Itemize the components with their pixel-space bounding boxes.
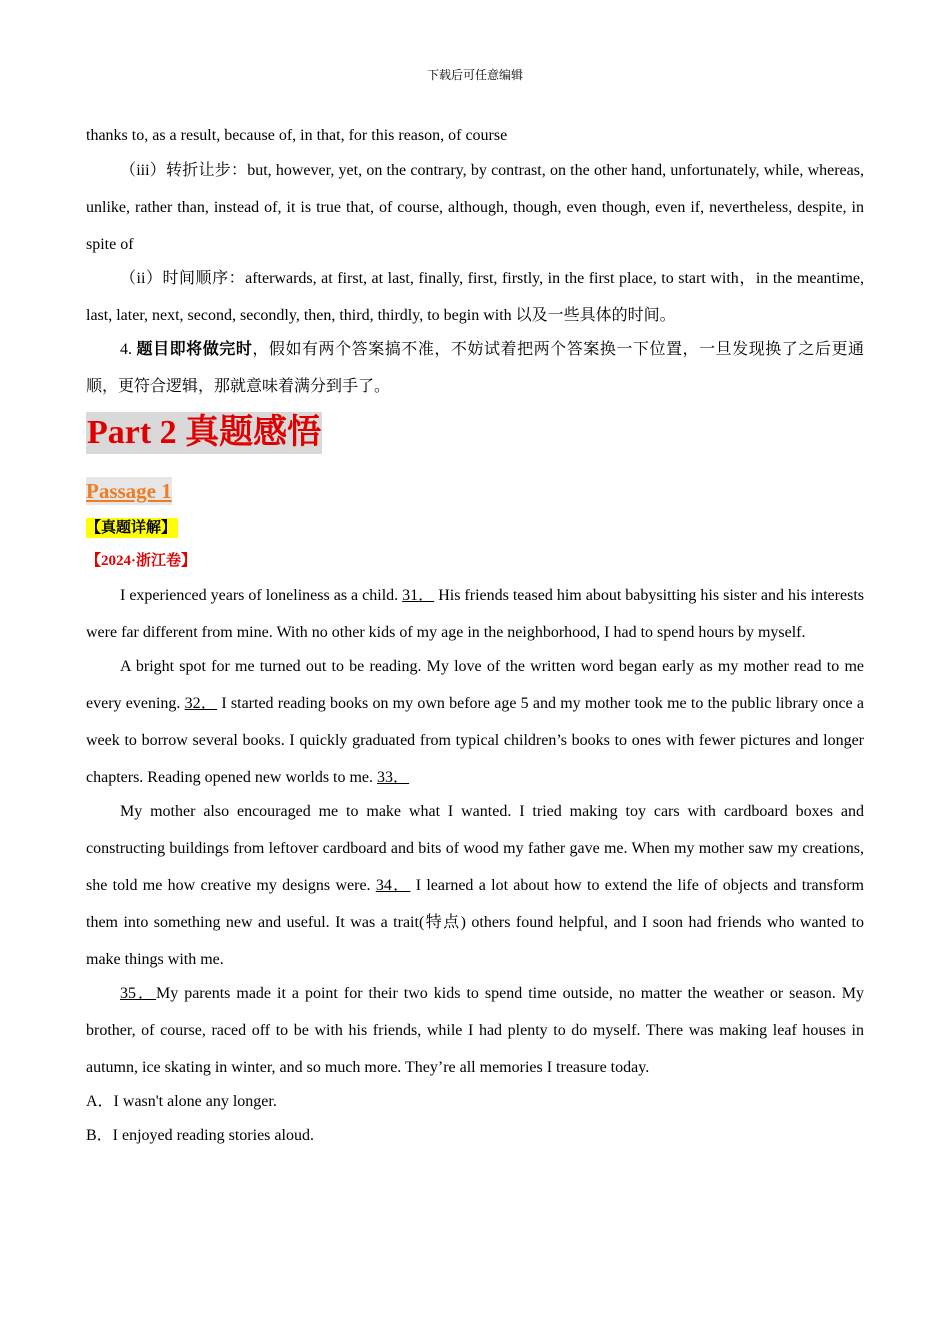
blank-31: 31． — [402, 587, 435, 604]
option-a: A．I wasn't alone any longer. — [86, 1093, 277, 1110]
p2-text-b: I started reading books on my own before age 5 and my mother took me to the public library once a week to borrow several books. I quickly graduated from typical children’s books to ones with fewer pictures and longer chapters. Reading opened new worlds to me. — [86, 695, 864, 786]
connector-line-causal: thanks to, as a result, because of, in that, for this reason, of course — [86, 127, 508, 144]
p3-text-a: My mother also encouraged me to make what I wanted. I tried making toy cars with cardboard boxes and constructing buildings from leftover cardboard and bits of wood my father gave me. When my mother saw my creations, she told me how creative my designs were. — [86, 803, 864, 894]
tip-paragraph — [86, 331, 864, 405]
source-tag: 【2024·浙江卷】 — [86, 553, 197, 569]
blank-35: 35． — [120, 985, 156, 1002]
tip-keyword: 题目即将做完时 — [136, 341, 253, 358]
blank-33: 33． — [377, 769, 410, 786]
p1-text-a: I experienced years of loneliness as a child. — [120, 587, 403, 604]
option-b: B．I enjoyed reading stories aloud. — [86, 1127, 314, 1144]
passage-paragraph-2 — [86, 648, 864, 796]
page-header: 下载后可任意编辑 — [426, 68, 523, 82]
passage-paragraph-3 — [86, 793, 864, 978]
tip-text: ，假如有两个答案搞不准，不妨试着把两个答案换一下位置，一旦发现换了之后更通顺，更符合逻辑，那就意味着满分到手了。 — [86, 341, 864, 395]
passage-title[interactable]: Passage 1 — [86, 479, 172, 503]
p3-text-b: I learned a lot about how to extend the life of objects and transform them into something new and useful. It was a trait(特点) others found helpful, and I soon had friends who wanted to make things with me. — [86, 877, 864, 968]
p1-text-b: His friends teased him about babysitting his sister and his interests were far different from mine. With no other kids of my age in the neighborhood, I had to spend hours by myself. — [86, 587, 864, 641]
passage-paragraph-4 — [86, 975, 864, 1086]
connector-list-concession: （iii）转折让步：but, however, yet, on the contrary, by contrast, on the other hand, unfortunately, while, whereas, unlike, rather than, instead of, it is true that, of course, although, though, even though, even if, nevertheless, despite, in spite of — [86, 162, 864, 253]
detail-tag: 【真题详解】 — [86, 520, 177, 536]
blank-32: 32． — [184, 695, 218, 712]
p4-text: My parents made it a point for their two kids to spend time outside, no matter the weather or season. My brother, of course, raced off to be with his friends, while I had plenty to do myself. There was making leaf houses in autumn, ice skating in winter, and so much more. They’re all memories I treasure today. — [86, 985, 864, 1076]
passage-paragraph-1 — [86, 577, 864, 651]
passage-text — [86, 577, 864, 1154]
intro-section — [86, 118, 864, 405]
connector-list-time: （ii）时间顺序：afterwards, at first, at last, finally, first, firstly, in the first place, to start with，in the meantime, last, later, next, second, secondly, then, third, thirdly, to begin with 以及一些具体的时间。 — [86, 270, 864, 324]
blank-34: 34． — [375, 877, 411, 894]
part-title: Part 2 真题感悟 — [86, 412, 322, 454]
tip-number: 4. — [120, 341, 137, 358]
p2-text-a: A bright spot for me turned out to be reading. My love of the written word began early as my mother read to me every evening. — [86, 658, 864, 712]
